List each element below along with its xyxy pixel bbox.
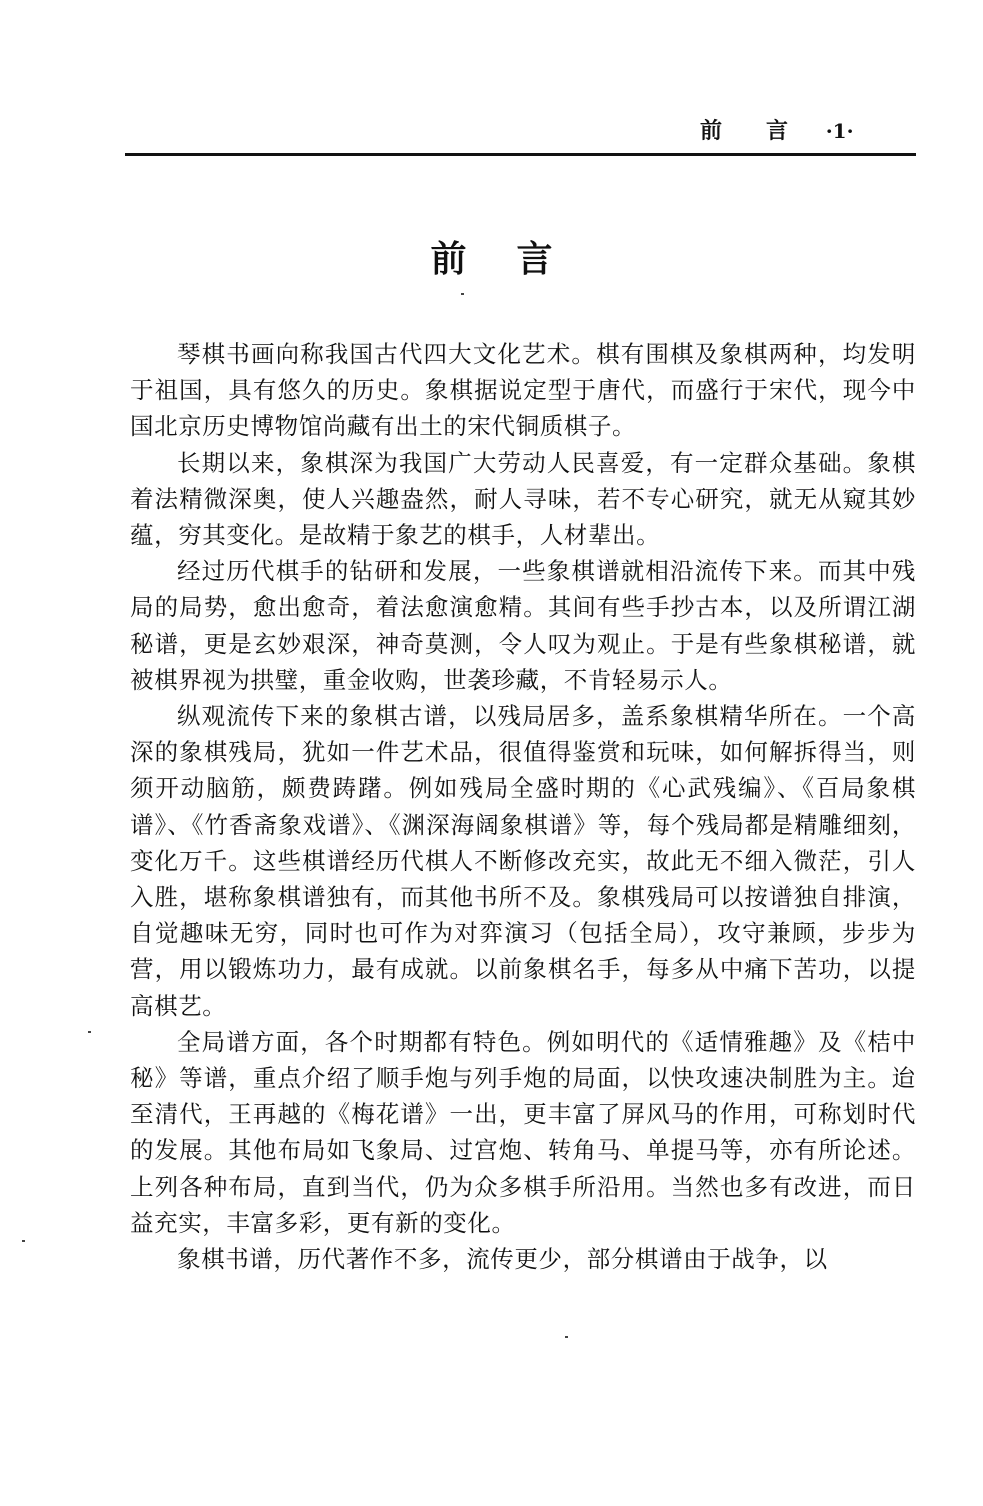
paragraph: 琴棋书画向称我国古代四大文化艺术。棋有围棋及象棋两种，均发明于祖国，具有悠久的历史。象棋据说定型于唐代，而盛行于宋代，现今中国北京历史博物馆尚藏有出土的宋代铜质棋子。 (130, 340, 916, 441)
scan-speck (88, 1031, 91, 1033)
paragraph: 全局谱方面，各个时期都有特色。例如明代的《适情雅趣》及《桔中秘》等谱，重点介绍了顺手炮与列手炮的局面，以快攻速决制胜为主。迨至清代，王再越的《梅花谱》一出，更丰富了屏风马的作用，可称划时代的发展。其他布局如飞象局、过宫炮、转角马、单提马等，亦有所论述。上列各种布局，直到当代，仍为众多棋手所沿用。当然也多有改进，而日益充实，丰富多彩，更有新的变化。 (130, 1027, 916, 1237)
scan-speck (22, 1240, 25, 1242)
chapter-title: 前言 (430, 239, 603, 280)
header-rule (125, 153, 916, 156)
running-head (700, 114, 920, 148)
scan-speck (461, 293, 464, 295)
paragraph: 纵观流传下来的象棋古谱，以残局居多，盖系象棋精华所在。一个高深的象棋残局，犹如一件艺术品，很值得鉴赏和玩味，如何解拆得当，则须开动脑筋，颇费踌躇。例如残局全盛时期的《心武残编》、《百局象棋谱》、《竹香斋象戏谱》、《渊深海阔象棋谱》等，每个残局都是精雕细刻，变化万千。这些棋谱经历代棋人不断修改充实，故此无不细入微茫，引人入胜，堪称象棋谱独有，而其他书所不及。象棋残局可以按谱独自排演，自觉趣味无穷，同时也可作为对弈演习（包括全局），攻守兼顾，步步为营，用以锻炼功力，最有成就。以前象棋名手，每多从中痛下苦功，以提高棋艺。 (130, 702, 916, 1020)
paragraph: 经过历代棋手的钻研和发展，一些象棋谱就相沿流传下来。而其中残局的局势，愈出愈奇，着法愈演愈精。其间有些手抄古本，以及所谓江湖秘谱，更是玄妙艰深，神奇莫测，令人叹为观止。于是有些象棋秘谱，就被棋界视为拱璧，重金收购，世袭珍藏，不肯轻易示人。 (130, 557, 916, 694)
page-number: ·1· (825, 119, 854, 143)
running-title: 前言 (700, 118, 833, 144)
paragraph: 象棋书谱，历代著作不多，流传更少，部分棋谱由于战争，以 (177, 1245, 828, 1274)
scan-speck (565, 1336, 568, 1338)
paragraph: 长期以来，象棋深为我国广大劳动人民喜爱，有一定群众基础。象棋着法精微深奥，使人兴趣盎然，耐人寻味，若不专心研究，就无从窥其妙蕴，穷其变化。是故精于象艺的棋手，人材辈出。 (130, 448, 916, 550)
body-text (130, 336, 916, 1277)
